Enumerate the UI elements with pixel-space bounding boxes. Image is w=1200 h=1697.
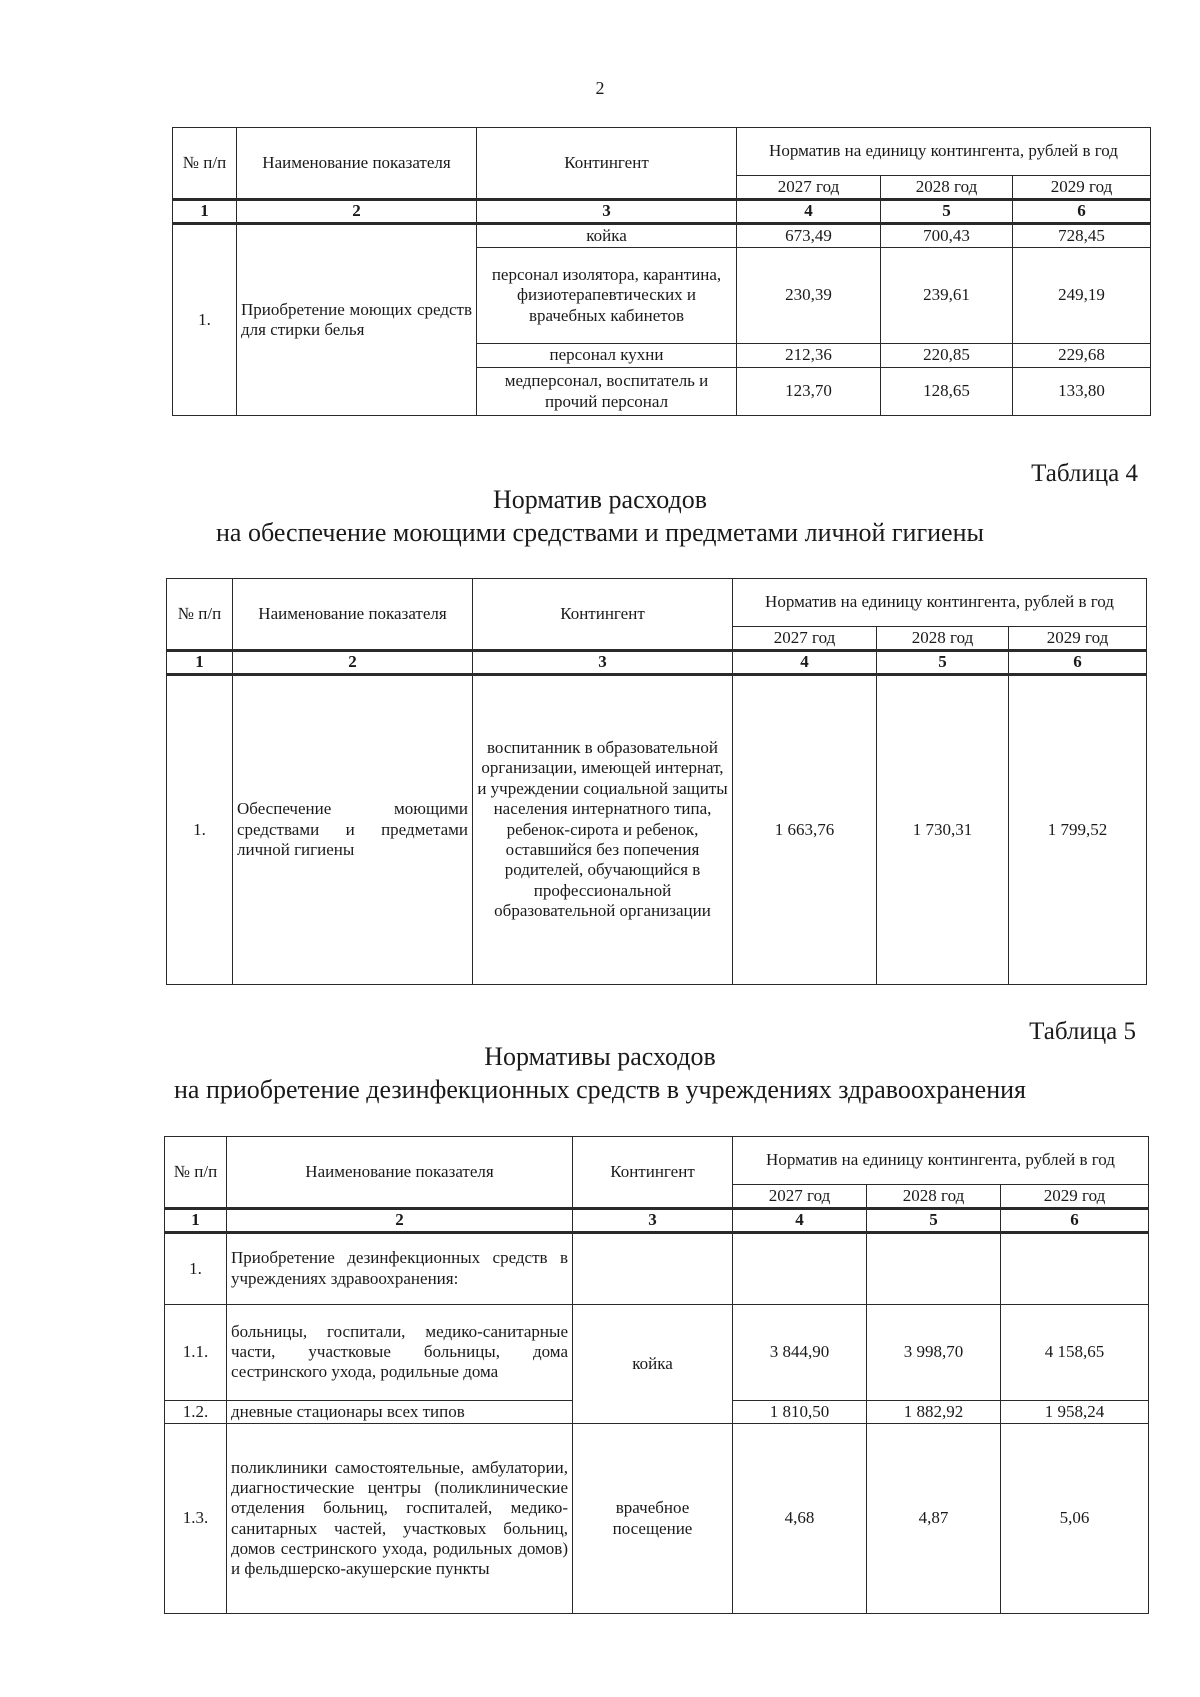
value-2029: 5,06 xyxy=(1001,1424,1149,1614)
table-5-title-line2: на приобретение дезинфекционных средств в учреждениях здравоохранения xyxy=(173,1074,1026,1104)
value-2028: 128,65 xyxy=(881,368,1013,416)
value-2027: 1 663,76 xyxy=(733,674,877,984)
table-row xyxy=(165,1424,1149,1614)
table-row xyxy=(173,223,1151,247)
table-row xyxy=(167,674,1147,984)
row-contingent: медперсонал, воспитатель и прочий персонал xyxy=(477,368,737,416)
value-2028 xyxy=(867,1232,1001,1304)
value-2029: 249,19 xyxy=(1013,248,1151,344)
row-name: Приобретение моющих средств для стирки белья xyxy=(237,223,477,415)
row-name: Приобретение дезинфекционных средств в учреждениях здравоохранения: xyxy=(227,1232,573,1304)
value-2027: 230,39 xyxy=(737,248,881,344)
colnum: 3 xyxy=(477,200,737,223)
colnum: 3 xyxy=(573,1209,733,1232)
colnum: 4 xyxy=(733,651,877,674)
header-year-2027: 2027 год xyxy=(733,627,877,651)
row-num: 1. xyxy=(165,1232,227,1304)
colnum: 1 xyxy=(165,1209,227,1232)
table-4-title xyxy=(0,484,1200,549)
row-name: дневные стационары всех типов xyxy=(227,1400,573,1423)
header-year-2029: 2029 год xyxy=(1009,627,1147,651)
colnum: 4 xyxy=(733,1209,867,1232)
value-2029: 728,45 xyxy=(1013,223,1151,247)
value-2029: 133,80 xyxy=(1013,368,1151,416)
colnum: 5 xyxy=(881,200,1013,223)
header-name: Наименование показателя xyxy=(227,1137,573,1209)
header-norm: Норматив на единицу контингента, рублей в год xyxy=(737,128,1151,176)
value-2028: 220,85 xyxy=(881,344,1013,368)
value-2027: 123,70 xyxy=(737,368,881,416)
value-2029: 1 958,24 xyxy=(1001,1400,1149,1423)
colnum: 2 xyxy=(227,1209,573,1232)
value-2027: 673,49 xyxy=(737,223,881,247)
table-3 xyxy=(172,127,1151,416)
header-name: Наименование показателя xyxy=(233,579,473,651)
header-year-2028: 2028 год xyxy=(867,1185,1001,1209)
value-2027 xyxy=(733,1232,867,1304)
colnum: 1 xyxy=(173,200,237,223)
colnum: 6 xyxy=(1001,1209,1149,1232)
table-row xyxy=(165,1232,1149,1304)
value-2027: 4,68 xyxy=(733,1424,867,1614)
value-2028: 1 882,92 xyxy=(867,1400,1001,1423)
row-contingent: врачебное посещение xyxy=(573,1424,733,1614)
table-4 xyxy=(166,578,1147,985)
row-num: 1.1. xyxy=(165,1304,227,1400)
table-5-title-line1: Нормативы расходов xyxy=(484,1042,716,1071)
header-year-2027: 2027 год xyxy=(737,176,881,200)
table-4-label: Таблица 4 xyxy=(1031,460,1138,487)
header-num: № п/п xyxy=(167,579,233,651)
value-2028: 1 730,31 xyxy=(877,674,1009,984)
header-year-2029: 2029 год xyxy=(1013,176,1151,200)
colnum: 4 xyxy=(737,200,881,223)
table-4-title-line2: на обеспечение моющими средствами и предметами личной гигиены xyxy=(216,517,984,547)
value-2027: 212,36 xyxy=(737,344,881,368)
row-num: 1. xyxy=(167,674,233,984)
table-4-title-line1: Норматив расходов xyxy=(492,485,708,514)
table-5-title xyxy=(0,1041,1200,1106)
row-contingent: воспитанник в образовательной организации, имеющей интернат, и учреждении социальной защиты населения интернатного типа, ребенок-сирота и ребенок, оставшийся без попечения родителей, обучающийся в профессиональной образовательной организации xyxy=(473,674,733,984)
row-name: поликлиники самостоятельные, амбулатории, диагностические центры (поликлинические отделения больниц, госпиталей, медико-санитарных частей, участковых больниц, домов сестринского ухода, родильных домов) и фельдшерско-акушерские пункты xyxy=(227,1424,573,1614)
header-year-2028: 2028 год xyxy=(877,627,1009,651)
header-norm: Норматив на единицу контингента, рублей в год xyxy=(733,1137,1149,1185)
value-2027: 3 844,90 xyxy=(733,1304,867,1400)
row-num: 1. xyxy=(173,223,237,415)
colnum: 2 xyxy=(237,200,477,223)
colnum: 6 xyxy=(1013,200,1151,223)
header-contingent: Контингент xyxy=(477,128,737,200)
value-2029: 4 158,65 xyxy=(1001,1304,1149,1400)
value-2028: 239,61 xyxy=(881,248,1013,344)
header-year-2029: 2029 год xyxy=(1001,1185,1149,1209)
colnum: 6 xyxy=(1009,651,1147,674)
table-row xyxy=(165,1304,1149,1400)
row-contingent xyxy=(573,1232,733,1304)
row-contingent: персонал изолятора, карантина, физиотерапевтических и врачебных кабинетов xyxy=(477,248,737,344)
row-name: Обеспечение моющими средствами и предметами личной гигиены xyxy=(233,674,473,984)
colnum: 5 xyxy=(877,651,1009,674)
page-number: 2 xyxy=(595,78,605,98)
table-5 xyxy=(164,1136,1149,1614)
header-year-2027: 2027 год xyxy=(733,1185,867,1209)
table-5-label: Таблица 5 xyxy=(1029,1018,1136,1045)
header-name: Наименование показателя xyxy=(237,128,477,200)
value-2029 xyxy=(1001,1232,1149,1304)
row-num: 1.2. xyxy=(165,1400,227,1423)
header-contingent: Контингент xyxy=(573,1137,733,1209)
value-2029: 229,68 xyxy=(1013,344,1151,368)
row-num: 1.3. xyxy=(165,1424,227,1614)
row-contingent: персонал кухни xyxy=(477,344,737,368)
header-contingent: Контингент xyxy=(473,579,733,651)
value-2028: 4,87 xyxy=(867,1424,1001,1614)
row-contingent: койка xyxy=(573,1304,733,1423)
colnum: 3 xyxy=(473,651,733,674)
value-2028: 700,43 xyxy=(881,223,1013,247)
header-num: № п/п xyxy=(165,1137,227,1209)
value-2029: 1 799,52 xyxy=(1009,674,1147,984)
row-contingent: койка xyxy=(477,223,737,247)
value-2028: 3 998,70 xyxy=(867,1304,1001,1400)
colnum: 2 xyxy=(233,651,473,674)
header-num: № п/п xyxy=(173,128,237,200)
colnum: 1 xyxy=(167,651,233,674)
value-2027: 1 810,50 xyxy=(733,1400,867,1423)
header-year-2028: 2028 год xyxy=(881,176,1013,200)
row-name: больницы, госпитали, медико-санитарные части, участковые больницы, дома сестринского ухода, родильные дома xyxy=(227,1304,573,1400)
header-norm: Норматив на единицу контингента, рублей в год xyxy=(733,579,1147,627)
colnum: 5 xyxy=(867,1209,1001,1232)
